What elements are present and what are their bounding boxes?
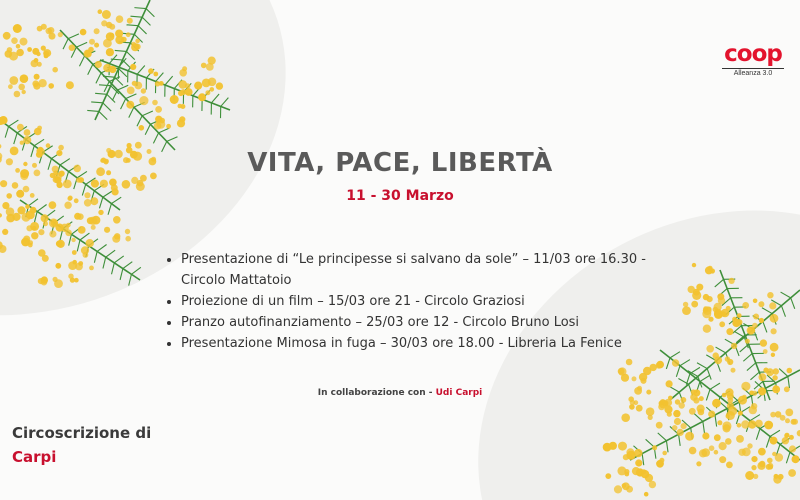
- event-list: [163, 249, 671, 354]
- coop-logo: [722, 43, 784, 78]
- district-city: Carpi: [12, 448, 57, 466]
- event-title: VITA, PACE, LIBERTÀ: [247, 148, 553, 178]
- event-dates: 11 - 30 Marzo: [346, 188, 454, 204]
- collaboration-partner: Udi Carpi: [435, 388, 483, 398]
- list-item: • Pranzo autofinanziamento – 25/03 ore 12 - Circolo Bruno Losi: [181, 312, 671, 333]
- coop-logo-wordmark: coop: [724, 41, 782, 67]
- district-label: Circoscrizione di: [12, 424, 152, 442]
- collaboration-note: [250, 388, 550, 398]
- list-item: • Presentazione Mimosa in fuga – 30/03 ore 18.00 - Libreria La Fenice: [181, 333, 671, 354]
- district-block: [12, 421, 232, 469]
- list-item: • Proiezione di un film – 15/03 ore 21 - Circolo Graziosi: [181, 291, 671, 312]
- list-item: • Presentazione di “Le principesse si salvano da sole” – 11/03 ore 16.30 - Circolo Mattatoio: [181, 249, 671, 291]
- coop-logo-subtitle: Alleanza 3.0: [722, 68, 784, 78]
- collaboration-prefix: In collaborazione con -: [317, 388, 433, 398]
